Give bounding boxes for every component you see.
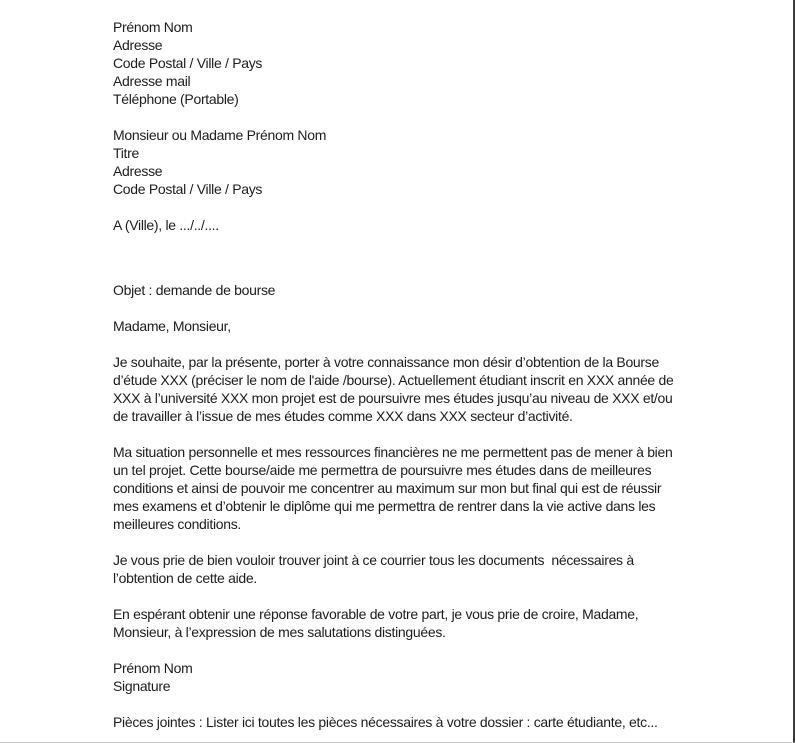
paragraph-line: l’obtention de cette aide. [113, 570, 257, 586]
paragraph-line: conditions et ainsi de pouvoir me concentrer au maximum sur mon but final qui est de réussir [113, 480, 662, 496]
paragraph-line: En espérant obtenir une réponse favorable de votre part, je vous prie de croire, Madame, [113, 606, 639, 622]
paragraph-4 [113, 605, 775, 641]
paragraph-line: d’étude XXX (préciser le nom de l'aide /bourse). Actuellement étudiant inscrit en XXX année de [113, 372, 674, 388]
paragraph-line: meilleures conditions. [113, 516, 242, 532]
sender-name: Prénom Nom [113, 19, 193, 35]
paragraph-line: un tel projet. Cette bourse/aide me permettra de poursuivre mes études dans de meilleures [113, 462, 652, 478]
paragraph-line: Monsieur, à l’expression de mes salutations distinguées. [113, 624, 446, 640]
paragraph-1 [113, 353, 775, 425]
sender-postal-city-country: Code Postal / Ville / Pays [113, 55, 263, 71]
attachments-block [113, 713, 775, 731]
paragraph-line: Je souhaite, par la présente, porter à votre connaissance mon désir d’obtention de la Bourse [113, 354, 659, 370]
place-date-line: A (Ville), le .../../.... [113, 217, 219, 233]
place-date-block [113, 216, 775, 234]
subject-block [113, 281, 775, 299]
paragraph-3 [113, 551, 775, 587]
sender-phone: Téléphone (Portable) [113, 91, 239, 107]
sender-address: Adresse [113, 37, 163, 53]
signature-label: Signature [113, 678, 171, 694]
recipient-postal-city-country: Code Postal / Ville / Pays [113, 181, 263, 197]
letter-body [113, 18, 775, 731]
salutation-line: Madame, Monsieur, [113, 318, 231, 334]
subject-line: Objet : demande de bourse [113, 282, 276, 298]
signature-block [113, 659, 775, 695]
recipient-block [113, 126, 775, 198]
salutation-block [113, 317, 775, 335]
paragraph-line: mes examens et d’obtenir le diplôme qui me permettra de rentrer dans la vie active dans les [113, 498, 656, 514]
attachments-line: Pièces jointes : Lister ici toutes les pièces nécessaires à votre dossier : carte étudiante, etc... [113, 714, 658, 730]
paragraph-2 [113, 443, 775, 533]
recipient-address: Adresse [113, 163, 163, 179]
paragraph-line: de travailler à l’issue de mes études comme XXX dans XXX secteur d’activité. [113, 408, 573, 424]
paragraph-line: Ma situation personnelle et mes ressources financières ne me permettent pas de mener à bien [113, 444, 673, 460]
paragraph-line: Je vous prie de bien vouloir trouver joint à ce courrier tous les documents nécessaires à [113, 552, 634, 568]
sender-block [113, 18, 775, 108]
recipient-name: Monsieur ou Madame Prénom Nom [113, 127, 327, 143]
signature-name: Prénom Nom [113, 660, 193, 676]
recipient-title: Titre [113, 145, 139, 161]
sender-email: Adresse mail [113, 73, 191, 89]
paragraph-line: XXX à l’université XXX mon projet est de poursuivre mes études jusqu’au niveau de XXX et/ou [113, 390, 673, 406]
